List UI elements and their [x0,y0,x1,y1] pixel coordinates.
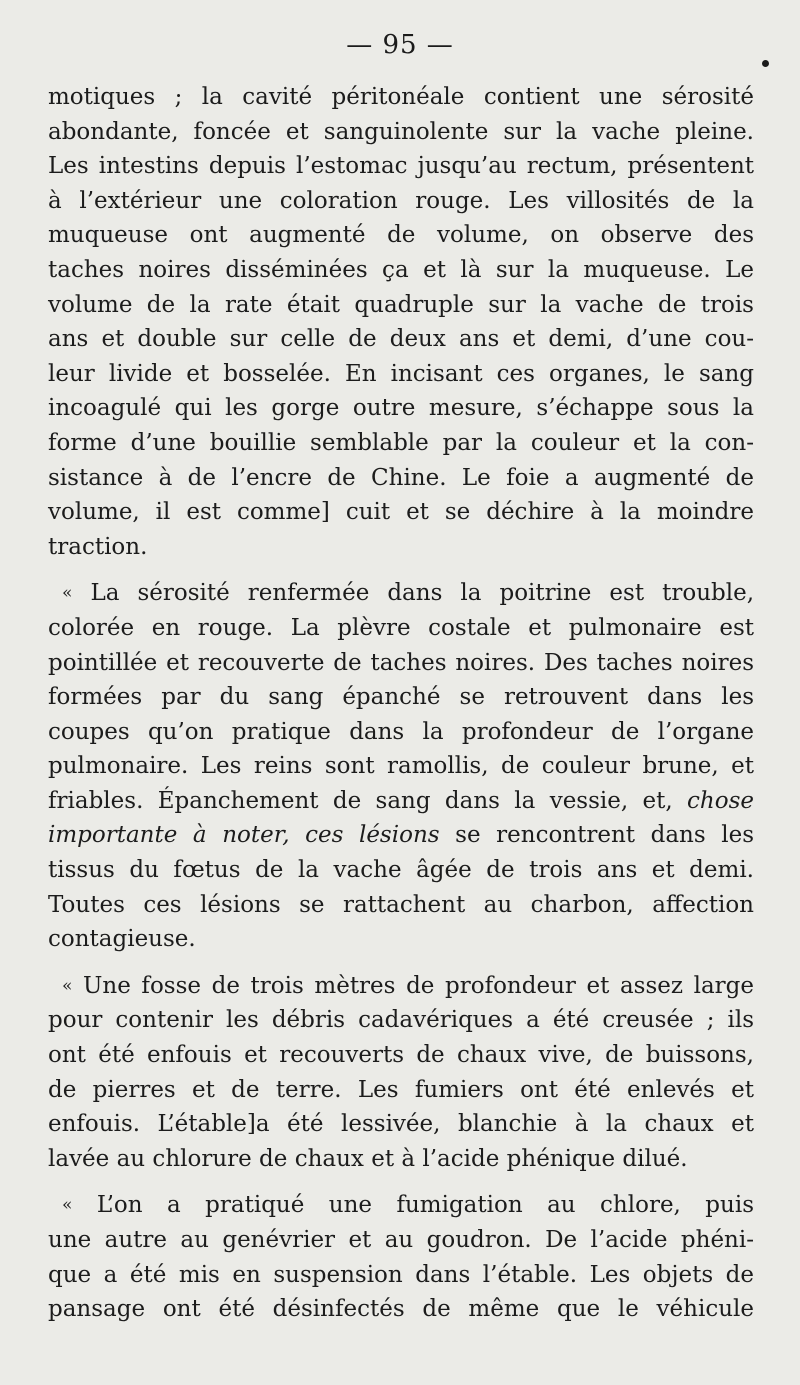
text-line: volume, il est comme] cuit et se déchire à la moindre [48,499,754,526]
paragraph-3 [48,969,754,1177]
text-line: muqueuse ont augmenté de volume, on observe des [48,222,754,249]
quote-mark: « [62,583,73,604]
body-text [48,80,754,1327]
text-fragment: La sérosité renfermée dans la poitrine est trouble, [90,580,755,607]
text-fragment: L’on a pratiqué une fumigation au chlore, puis [96,1192,755,1219]
paragraph-2 [48,576,754,957]
text-line: pour contenir les débris cadavériques a été creusée ; ils [48,1007,754,1034]
text-line: tissus du fœtus de la vache âgée de trois ans et demi. [48,857,754,884]
text-line: de pierres et de terre. Les fumiers ont été enlevés et [48,1076,754,1103]
text-line: forme d’une bouillie semblable par la couleur et la con- [48,429,754,456]
text-line [48,1188,754,1223]
text-line: volume de la rate était quadruple sur la vache de trois [48,291,754,318]
text-line: à l’extérieur une coloration rouge. Les villosités de la [48,187,754,214]
paragraph-4 [48,1188,754,1326]
text-line: traction. [48,533,148,560]
text-line: pansage ont été désinfectés de même que le véhicule [48,1296,754,1323]
text-line: ans et double sur celle de deux ans et demi, d’une cou- [48,326,754,353]
text-line: leur livide et bosselée. En incisant ces organes, le sang [48,360,754,387]
text-line: incoagulé qui les gorge outre mesure, s’échappe sous la [48,395,754,422]
quote-mark: « [62,1195,73,1216]
page-number: — 95 — [346,30,454,60]
paragraph-1 [48,80,754,564]
text-line: pulmonaire. Les reins sont ramollis, de couleur brune, et [48,753,754,780]
text-line: sistance à de l’encre de Chine. Le foie a augmenté de [48,464,754,491]
text-fragment: Une fosse de trois mètres de profondeur et assez large [83,972,754,999]
text-line: que a été mis en suspension dans l’étable. Les objets de [48,1261,754,1288]
text-line [48,969,754,1004]
text-line: abondante, foncée et sanguinolente sur la vache pleine. [48,118,754,145]
text-line: taches noires disséminées ça et là sur la muqueuse. Le [48,256,754,283]
text-line [48,818,754,853]
text-line: pointillée et recouverte de taches noires. Des taches noires [48,649,754,676]
text-fragment: se rencontrent dans les [455,822,754,849]
text-line: contagieuse. [48,926,196,953]
text-line: formées par du sang épanché se retrouvent dans les [48,684,754,711]
text-line [48,784,754,819]
ink-dot [762,60,769,67]
italic-text: chose [687,787,755,814]
text-line: Les intestins depuis l’estomac jusqu’au rectum, présentent [48,153,754,180]
quote-mark: « [62,975,73,996]
text-line: motiques ; la cavité péritonéale contient une sérosité [48,84,754,110]
italic-text: importante à noter, ces lésions [48,822,440,849]
text-line: enfouis. L’étable]a été lessivée, blanchie à la chaux et [48,1111,754,1138]
text-line: lavée au chlorure de chaux et à l’acide phénique dilué. [48,1145,688,1172]
text-line [48,576,754,611]
text-line: une autre au genévrier et au goudron. De l’acide phéni- [48,1227,754,1253]
text-line: colorée en rouge. La plèvre costale et pulmonaire est [48,614,754,641]
text-line: Toutes ces lésions se rattachent au charbon, affection [48,891,754,918]
text-fragment: friables. Épanchement de sang dans la vessie, et, [48,787,673,814]
text-line: coupes qu’on pratique dans la profondeur de l’organe [48,718,754,745]
text-line: ont été enfouis et recouverts de chaux vive, de buissons, [48,1042,754,1069]
